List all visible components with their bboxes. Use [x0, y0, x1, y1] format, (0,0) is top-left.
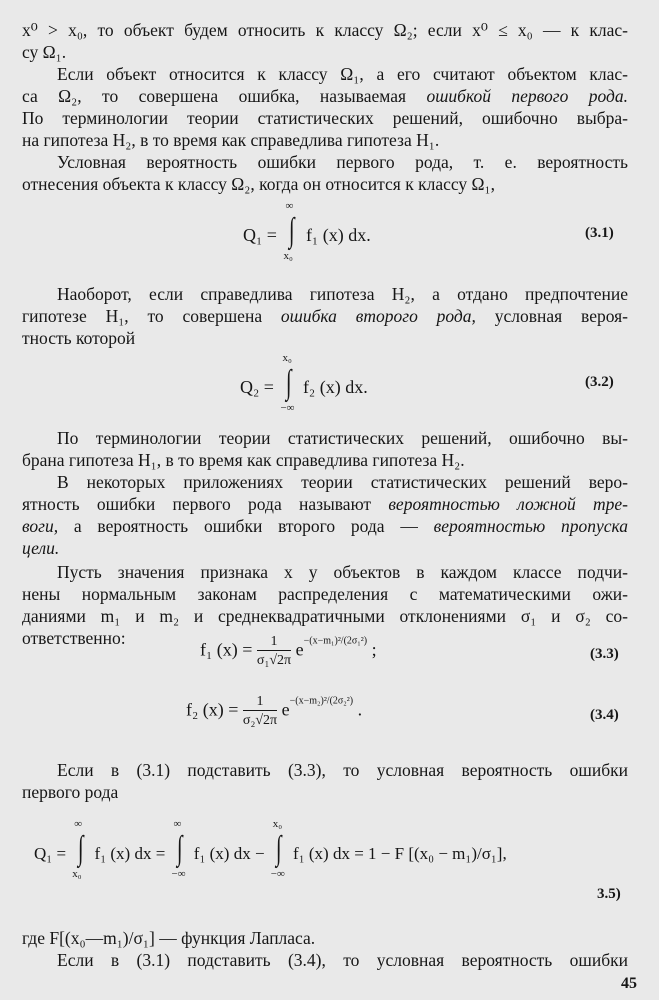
text-line: отнесения объекта к классу Ω₂, когда он относится к классу Ω₁,: [22, 174, 496, 194]
eq-term: f₁ (x) dx = 1 − F [(x₀ − m₁)/σ₁],: [293, 844, 507, 863]
text-line: су Ω₁.: [22, 42, 67, 62]
equation-number: (3.4): [590, 707, 619, 723]
term-second-kind-error: ошибка второго рода,: [280, 306, 476, 326]
fraction-numerator: 1: [257, 634, 291, 651]
text-line: [22, 538, 59, 558]
text-line: нены нормальным законам распределения с математическими ожи-: [22, 584, 628, 604]
integral-sign: x₀ ∫ −∞: [270, 818, 285, 880]
fraction-denominator: σ₂√2π: [242, 713, 278, 728]
term-miss-probability-end: цели.: [22, 538, 60, 558]
eq-lhs: Q₁ =: [243, 225, 277, 245]
eq-lhs: Q₁ =: [34, 844, 67, 863]
text-line: где F[(x₀—m₁)/σ₁] — функция Лапласа.: [22, 928, 316, 948]
text-line: Если в (3.1) подставить (3.4), то условная вероятность ошибки: [57, 950, 628, 970]
equation-3-1: [243, 200, 371, 262]
equation-number: 3.5): [597, 886, 621, 902]
eq-lhs: Q₂ =: [240, 377, 274, 397]
equation-3-4: [186, 694, 362, 729]
integral-upper: x₀: [272, 818, 283, 830]
exponent: −(x−m₂)²/(2σ₂²): [289, 695, 354, 707]
eq-tail: ;: [371, 639, 377, 660]
text-line: брана гипотеза H₁, в то время как справедлива гипотеза H₂.: [22, 450, 465, 470]
text-line: [22, 86, 628, 106]
integral-sign: ∞ ∫ x₀: [72, 818, 84, 880]
text-line: [22, 306, 628, 326]
exponent: −(x−m₁)²/(2σ₁²): [303, 635, 368, 647]
term-false-alarm: вероятностью ложной тре-: [388, 494, 628, 514]
text-line: Наоборот, если справедлива гипотеза H₂, а отдано предпочтение: [57, 284, 628, 304]
text-line: тность которой: [22, 328, 136, 348]
text-line: Пусть значения признака x у объектов в каждом классе подчи-: [57, 562, 628, 582]
equation-number: (3.2): [585, 374, 614, 390]
text-span: условная вероя-: [475, 306, 629, 326]
text-line: По терминологии теории статистических решений, ошибочно вы-: [57, 428, 628, 448]
eq-lhs: f₁ (x) =: [200, 639, 253, 660]
eq-term: f₁ (x) dx −: [193, 844, 265, 863]
text-line: Условная вероятность ошибки первого рода, т. е. вероятность: [57, 152, 628, 172]
integral-lower: x₀: [72, 868, 82, 880]
term-false-alarm-end: воги,: [22, 516, 59, 536]
text-line: x⁰ > x₀, то объект будем относить к классу Ω₂; если x⁰ ≤ x₀ — к клас-: [22, 20, 628, 40]
text-line: По терминологии теории статистических решений, ошибочно выбра-: [22, 108, 628, 128]
equation-number: (3.1): [585, 225, 614, 241]
fraction-numerator: 1: [243, 694, 277, 711]
text-line: [22, 516, 628, 536]
eq-tail: .: [357, 699, 363, 720]
integral-upper: ∞: [74, 818, 83, 830]
text-span: са Ω₂, то совершена ошибка, называемая: [22, 86, 427, 106]
integral-upper: ∞: [285, 200, 294, 212]
equation-3-5: [34, 818, 507, 880]
text-line: Если объект относится к классу Ω₁, а его считают объектом клас-: [57, 64, 628, 84]
eq-lhs: f₂ (x) =: [186, 699, 239, 720]
term-first-kind-error: ошибкой первого рода.: [426, 86, 628, 106]
text-line: даниями m₁ и m₂ и среднеквадратичными отклонениями σ₁ и σ₂ со-: [22, 606, 628, 626]
eq-body: f₂ (x) dx.: [302, 377, 368, 397]
exp-base: e: [281, 699, 290, 720]
fraction-denominator: σ₁√2π: [256, 653, 292, 668]
term-miss-probability: вероятностью пропуска: [433, 516, 628, 536]
equation-3-3: [200, 634, 377, 669]
fraction: [257, 634, 291, 669]
eq-term: f₁ (x) dx =: [94, 844, 166, 863]
text-line: на гипотеза H₂, в то время как справедлива гипотеза H₁.: [22, 130, 440, 150]
text-span: ятность ошибки первого рода называют: [22, 494, 389, 514]
text-line: Если в (3.1) подставить (3.3), то условная вероятность ошибки: [57, 760, 628, 780]
integral-lower: x₀: [283, 250, 293, 262]
text-line: В некоторых приложениях теории статистических решений веро-: [57, 472, 628, 492]
page-number: 45: [621, 975, 637, 992]
equation-number: (3.3): [590, 646, 619, 662]
integral-sign: ∞ ∫ −∞: [171, 818, 186, 880]
text-span: гипотезе H₁, то совершена: [22, 306, 281, 326]
integral-lower: −∞: [270, 868, 285, 880]
integral-upper: x₀: [282, 352, 292, 364]
text-line: ответственно:: [22, 628, 126, 648]
text-line: первого рода: [22, 782, 119, 802]
integral-lower: −∞: [280, 402, 295, 414]
integral-sign: x₀ ∫ −∞: [280, 352, 295, 414]
exp-base: e: [295, 639, 304, 660]
fraction: [243, 694, 277, 729]
integral-lower: −∞: [171, 868, 186, 880]
text-span: а вероятность ошибки второго рода —: [58, 516, 434, 536]
equation-3-2: [240, 352, 368, 414]
text-line: [22, 494, 628, 514]
eq-body: f₁ (x) dx.: [305, 225, 371, 245]
integral-sign: ∞ ∫ x₀: [283, 200, 295, 262]
integral-upper: ∞: [173, 818, 182, 830]
